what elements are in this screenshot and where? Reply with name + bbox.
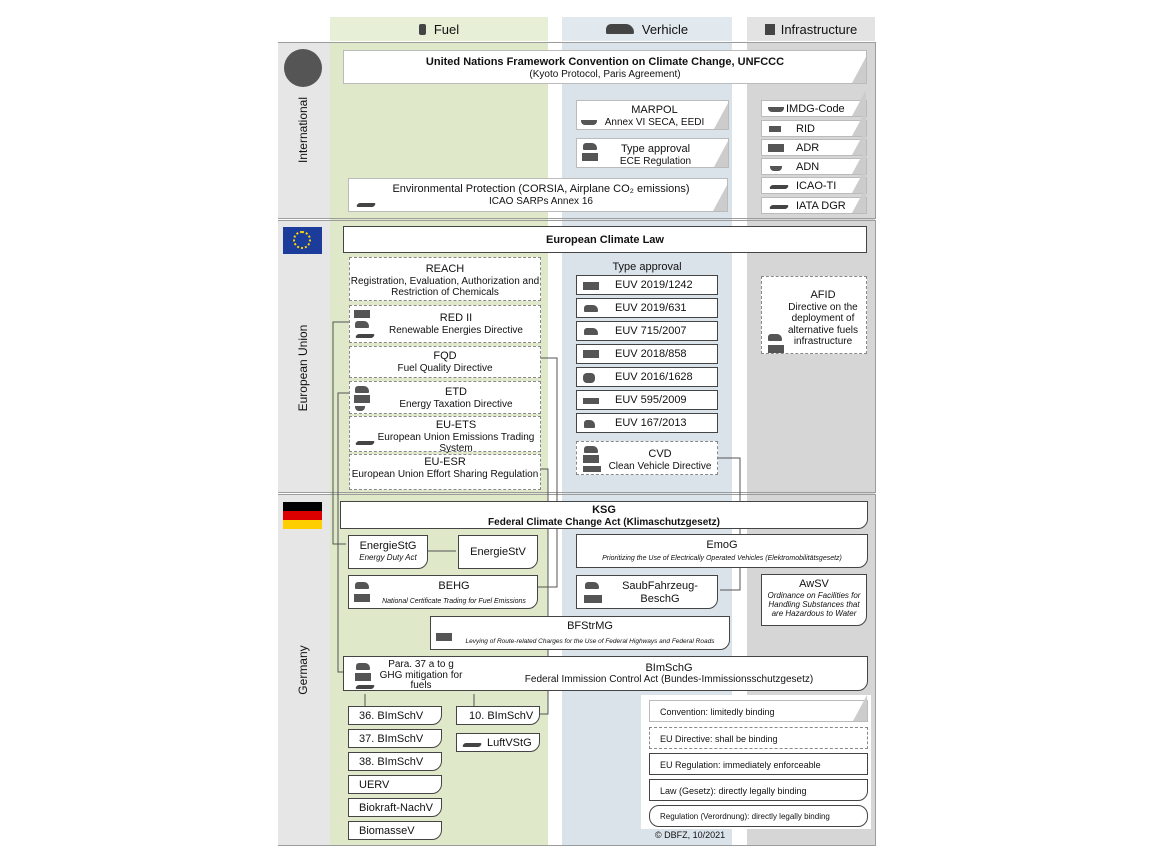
airplane-icon [355, 334, 375, 338]
fuel-regulation-item[interactable] [348, 752, 442, 771]
reach-title: REACH [425, 263, 465, 275]
cvd-title: CVD [648, 448, 672, 460]
truck-icon [583, 282, 599, 290]
unfccc-box[interactable] [343, 50, 867, 84]
bimschv-10-label: 10. BImSchV [469, 710, 534, 722]
car-icon [585, 582, 599, 589]
euv-item[interactable] [576, 367, 718, 387]
red-ii-box[interactable] [349, 305, 541, 343]
fuel-regulation-label: UERV [359, 779, 390, 791]
euv-label: EUV 2016/1628 [615, 371, 693, 383]
legend-regulation [649, 753, 868, 775]
legend [641, 695, 871, 829]
bimschg-subtitle: Federal Immission Control Act (Bundes-Immissionsschutzgesetz) [524, 674, 814, 685]
environmental-protection-title: Environmental Protection (CORSIA, Airplane CO₂ emissions) [392, 183, 690, 195]
euv-item[interactable] [576, 298, 718, 318]
environmental-protection-subtitle: ICAO SARPs Annex 16 [489, 195, 593, 207]
etd-box[interactable] [349, 381, 541, 414]
boat-icon [355, 406, 365, 411]
fuel-regulation-label: 38. BImSchV [359, 756, 424, 768]
eu-ets-box[interactable] [349, 416, 541, 455]
airplane-icon [355, 685, 375, 689]
ksg-subtitle: Federal Climate Change Act (Klimaschutzgesetz) [488, 516, 720, 528]
euv-label: EUV 2019/1242 [615, 279, 693, 291]
behg-box[interactable] [348, 575, 538, 609]
energiestv-box[interactable] [458, 535, 538, 569]
eu-esr-box[interactable] [349, 454, 541, 490]
truck-icon [354, 594, 370, 602]
car-icon [356, 663, 370, 670]
afid-title: AFID [810, 289, 836, 301]
euv-item[interactable] [576, 413, 718, 433]
marpol-subtitle: Annex VI SECA, EEDI [604, 116, 705, 128]
truck-icon [583, 455, 599, 463]
behg-subtitle: National Certificate Trading for Fuel Emissions [382, 597, 526, 605]
awsv-subtitle: Ordinance on Facilities for Handling Substances that are Hazardous to Water [767, 590, 861, 619]
fuel-regulation-item[interactable] [348, 821, 442, 840]
cvd-subtitle: Clean Vehicle Directive [608, 460, 712, 472]
boat-icon [770, 166, 782, 171]
bus-icon [583, 466, 601, 472]
truck-icon [582, 153, 598, 161]
eu-ets-subtitle: European Union Emissions Trading System [377, 431, 535, 455]
car-icon [583, 143, 597, 150]
ksg-box[interactable] [340, 501, 868, 529]
truck-icon [583, 398, 599, 404]
rid-label: RID [796, 123, 815, 135]
luftvstg-label: LuftVStG [487, 737, 532, 749]
euv-label: EUV 2019/631 [615, 302, 687, 314]
unfccc-subtitle: (Kyoto Protocol, Paris Agreement) [529, 68, 681, 80]
imdg-code-label: IMDG-Code [786, 103, 845, 115]
european-climate-law-label: European Climate Law [546, 234, 664, 246]
euv-label: EUV 2018/858 [615, 348, 687, 360]
etd-subtitle: Energy Taxation Directive [399, 398, 513, 410]
euv-item[interactable] [576, 275, 718, 295]
etd-title: ETD [445, 386, 467, 398]
legend-verordnung [649, 805, 868, 827]
marpol-box[interactable] [576, 100, 729, 130]
awsv-box[interactable] [761, 574, 867, 626]
eu-type-approval-label: Type approval [612, 261, 682, 273]
tractor-icon [584, 420, 595, 428]
fqd-box[interactable] [349, 346, 541, 378]
bfstrmg-box[interactable] [430, 616, 730, 650]
car-icon [768, 334, 782, 341]
fuel-regulation-label: 37. BImSchV [359, 733, 424, 745]
intl-type-approval-title: Type approval [620, 143, 691, 155]
bfstrmg-subtitle: Levying of Route-related Charges for the Use of Federal Highways and Federal Roads [465, 637, 715, 645]
ship-icon [581, 120, 597, 125]
behg-title: BEHG [438, 580, 470, 592]
energiestg-title: EnergieStG [359, 540, 417, 552]
fuel-label: Fuel [433, 21, 460, 37]
legend-convention-label: Convention: limitedly binding [660, 707, 775, 717]
awsv-title: AwSV [799, 578, 829, 590]
para-37-label: Para. 37 a to g GHG mitigation for fuels [379, 659, 463, 691]
legend-regulation-label: EU Regulation: immediately enforceable [660, 760, 821, 770]
legend-law-label: Law (Gesetz): directly legally binding [660, 786, 807, 796]
adr-label: ADR [796, 142, 820, 154]
legend-directive [649, 727, 868, 749]
bfstrmg-title: BFStrMG [567, 620, 613, 632]
fuel-regulation-label: BiomasseV [359, 825, 415, 837]
intl-type-approval-subtitle: ECE Regulation [619, 155, 692, 167]
fuel-regulation-label: Biokraft-NachV [359, 802, 433, 814]
airplane-icon [769, 185, 789, 189]
emog-box[interactable] [576, 534, 868, 568]
energiestv-label: EnergieStV [470, 546, 526, 558]
airplane-icon [356, 203, 376, 207]
energiestg-box[interactable] [348, 535, 428, 569]
emog-title: EmoG [706, 539, 738, 551]
red-ii-subtitle: Renewable Energies Directive [389, 324, 523, 336]
vehicle-label: Verhicle [641, 21, 689, 37]
luftvstg-box[interactable] [456, 733, 540, 752]
icao-ti-label: ICAO-TI [796, 180, 837, 192]
afid-box[interactable] [761, 276, 867, 354]
saubfahrzeug-box[interactable] [576, 575, 718, 609]
bimschg-title: BImSchG [645, 662, 693, 674]
euv-label: EUV 167/2013 [615, 417, 687, 429]
truck-icon [583, 350, 599, 358]
iata-dgr-label: IATA DGR [796, 200, 846, 212]
fuel-regulation-item[interactable] [348, 706, 442, 725]
bimschg-box[interactable] [343, 656, 868, 691]
adn-label: ADN [796, 161, 820, 173]
car-icon [584, 305, 598, 312]
truck-icon [768, 144, 784, 152]
airplane-icon [769, 205, 789, 209]
eu-esr-title: EU-ESR [424, 456, 466, 468]
fqd-title: FQD [433, 350, 457, 362]
car-icon [584, 328, 598, 335]
saubfahrzeug-label: SaubFahrzeug-BeschG [622, 580, 698, 605]
emog-subtitle: Prioritizing the Use of Electrically Operated Vehicles (Elektromobilitätsgesetz) [602, 554, 842, 562]
euv-item[interactable] [576, 344, 718, 364]
ksg-title: KSG [592, 504, 616, 516]
euv-label: EUV 715/2007 [615, 325, 687, 337]
fqd-subtitle: Fuel Quality Directive [397, 362, 493, 374]
eu-label: European Union [296, 324, 310, 412]
bimschv-10-box[interactable] [456, 706, 540, 725]
international-label: International [296, 96, 310, 164]
reach-subtitle: Registration, Evaluation, Authorization and Restriction of Chemicals [350, 275, 540, 299]
car-icon [355, 582, 369, 589]
legend-convention [649, 700, 868, 722]
cvd-box[interactable] [576, 441, 718, 475]
energiestg-subtitle: Energy Duty Act [359, 552, 417, 562]
car-icon [355, 386, 369, 393]
airplane-icon [462, 743, 482, 747]
truck-icon [354, 310, 370, 318]
ship-icon [768, 107, 784, 112]
euv-label: EUV 595/2009 [615, 394, 687, 406]
afid-subtitle: Directive on the deployment of alternative fuels infrastructure [787, 301, 859, 348]
airplane-icon [355, 441, 375, 445]
fuel-regulation-item[interactable] [348, 775, 442, 794]
iata-dgr-box[interactable] [761, 197, 867, 214]
infrastructure-label: Infrastructure [780, 21, 858, 37]
bus-icon [584, 595, 602, 603]
euv-item[interactable] [576, 390, 718, 410]
marpol-title: MARPOL [631, 104, 678, 116]
eu-esr-subtitle: European Union Effort Sharing Regulation [351, 468, 539, 480]
red-ii-title: RED II [439, 312, 473, 324]
copyright: © DBFZ, 10/2021 [655, 830, 726, 840]
machine-icon [583, 373, 595, 383]
car-icon [355, 321, 369, 328]
eu-ets-title: EU-ETS [435, 419, 477, 431]
legend-law [649, 779, 868, 801]
truck-icon [355, 673, 371, 681]
intl-type-approval-box[interactable] [576, 138, 729, 168]
euv-item[interactable] [576, 321, 718, 341]
fuel-regulation-item[interactable] [348, 798, 442, 817]
germany-label: Germany [296, 645, 310, 695]
truck-icon [436, 633, 452, 641]
train-icon [769, 126, 781, 132]
car-icon [584, 446, 598, 453]
unfccc-title: United Nations Framework Convention on Climate Change, UNFCCC [425, 56, 785, 68]
legend-directive-label: EU Directive: shall be binding [660, 734, 778, 744]
environmental-protection-box[interactable] [348, 178, 728, 212]
legend-verordnung-label: Regulation (Verordnung): directly legally binding [660, 812, 830, 821]
european-climate-law-box[interactable] [343, 226, 867, 253]
truck-icon [768, 345, 784, 353]
truck-icon [354, 395, 370, 403]
fuel-regulation-label: 36. BImSchV [359, 710, 424, 722]
reach-box[interactable] [349, 257, 541, 301]
fuel-regulation-item[interactable] [348, 729, 442, 748]
